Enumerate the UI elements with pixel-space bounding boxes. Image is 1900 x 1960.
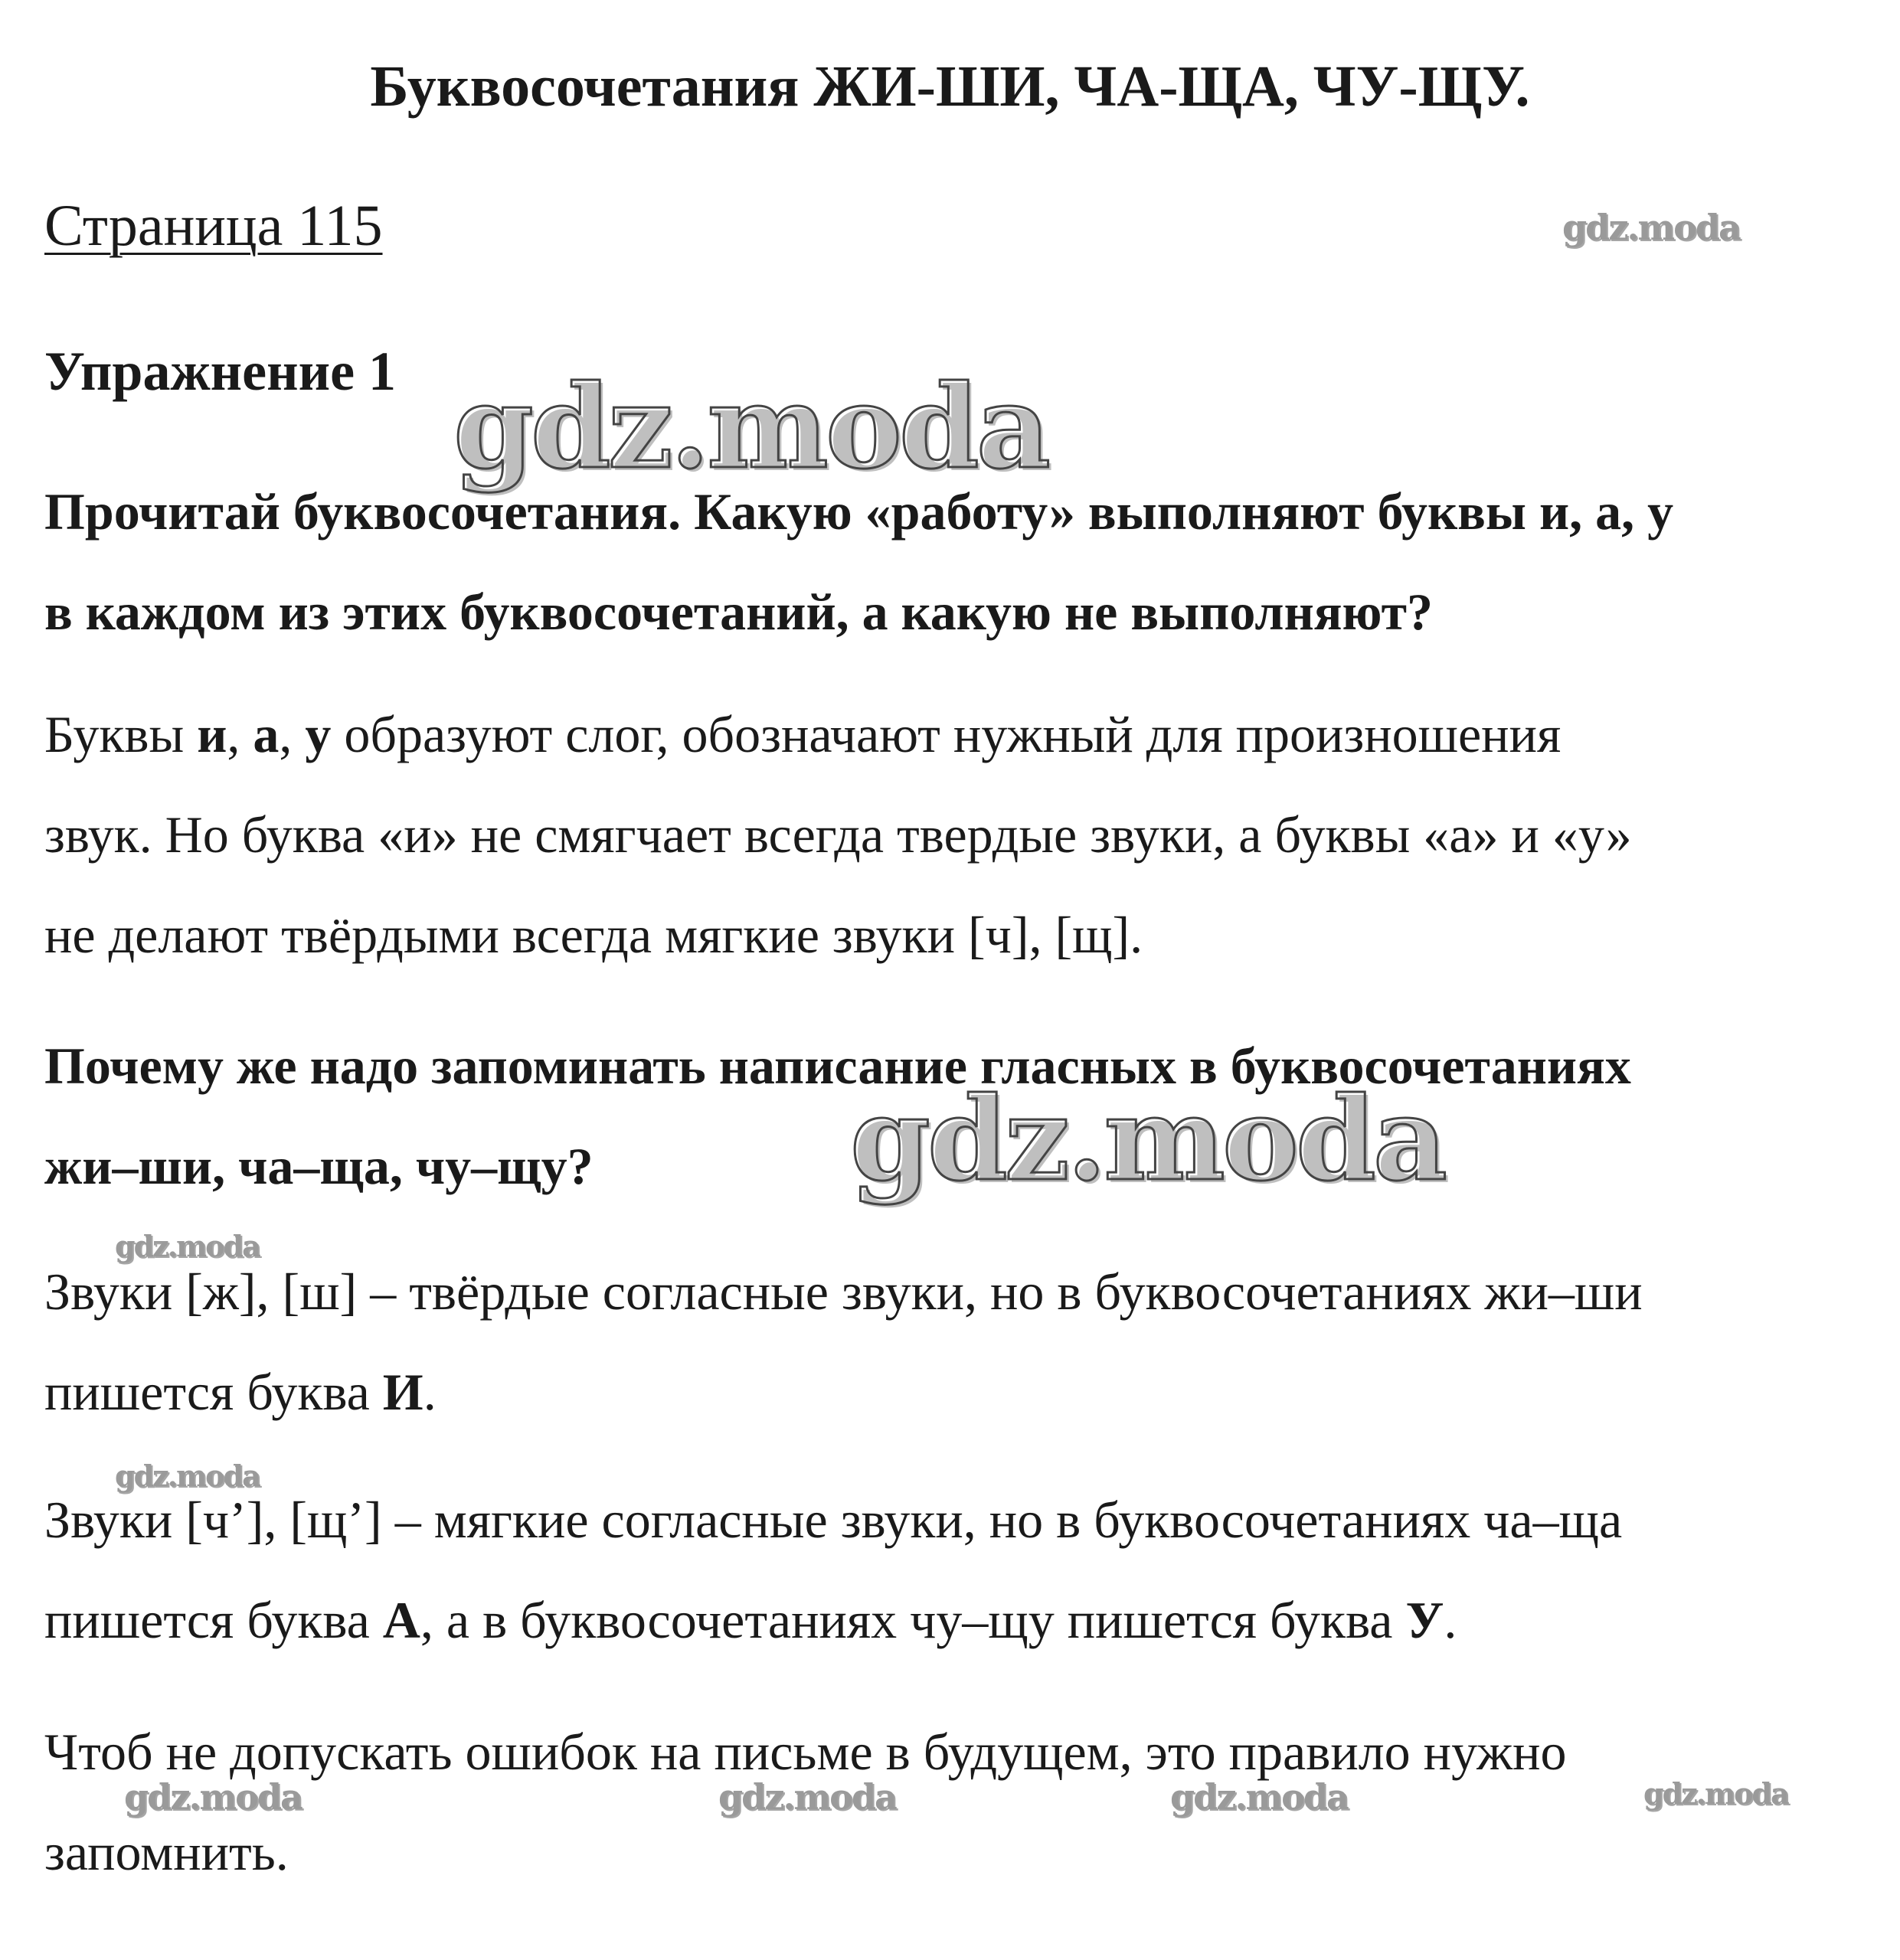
watermark: gdz.moda (1643, 1776, 1788, 1811)
question-2 (44, 1016, 1867, 1217)
answer-4-line: Чтоб не допускать ошибок на письме в будущем, это правило нужно (44, 1723, 1567, 1781)
answer-2-line: Звуки [ж], [ш] – твёрдые согласные звуки, но в буквосочетаниях жи–ши (44, 1263, 1643, 1321)
answer-1 (44, 684, 1867, 985)
watermark-large: gdz.moda (453, 360, 1048, 495)
watermark-large: gdz.moda (850, 1072, 1445, 1207)
watermark: gdz.moda (718, 1776, 896, 1818)
watermark: gdz.moda (115, 1229, 260, 1263)
exercise-title: Упражнение 1 (44, 341, 397, 402)
question-1 (44, 462, 1867, 662)
watermark: gdz.moda (1170, 1776, 1348, 1818)
page-number: Страница 115 (44, 194, 383, 258)
letter-a: а (253, 705, 280, 763)
answer-1-line: не делают твёрдыми всегда мягкие звуки [ч], [щ]. (44, 906, 1143, 964)
answer-2-line: пишется буква И. (44, 1363, 437, 1421)
page-title: Буквосочетания ЖИ-ШИ, ЧА-ЩА, ЧУ-ЩУ. (370, 54, 1530, 119)
answer-1-line: звук. Но буква «и» не смягчает всегда твердые звуки, а буквы «а» и «у» (44, 805, 1632, 864)
letter-I: И (382, 1363, 423, 1421)
answer-3-line: пишется буква А, а в буквосочетаниях чу–щу пишется буква У. (44, 1591, 1457, 1649)
answer-2 (44, 1242, 1867, 1442)
letter-i: и (197, 705, 227, 763)
answer-4 (44, 1702, 1867, 1903)
question-2-line: Почему же надо запоминать написание гласных в буквосочетаниях (44, 1037, 1631, 1095)
watermark: gdz.moda (1562, 207, 1740, 248)
letter-A: А (382, 1591, 420, 1649)
watermark: gdz.moda (124, 1776, 302, 1818)
answer-3-line: Звуки [ч’], [щ’] – мягкие согласные звуки, но в буквосочетаниях ча–ща (44, 1491, 1623, 1549)
question-1-line: в каждом из этих буквосочетаний, а какую не выполняют? (44, 583, 1434, 641)
answer-4-line: запомнить. (44, 1823, 289, 1881)
question-1-line: Прочитай буквосочетания. Какую «работу» выполняют буквы и, а, у (44, 482, 1674, 541)
watermark: gdz.moda (115, 1459, 260, 1493)
answer-1-line: Буквы и, а, у образуют слог, обозначают нужный для произношения (44, 705, 1562, 763)
letter-U: У (1405, 1591, 1444, 1649)
letter-u: у (305, 705, 332, 763)
answer-3 (44, 1470, 1867, 1671)
question-2-line: жи–ши, ча–ща, чу–щу? (44, 1137, 594, 1195)
